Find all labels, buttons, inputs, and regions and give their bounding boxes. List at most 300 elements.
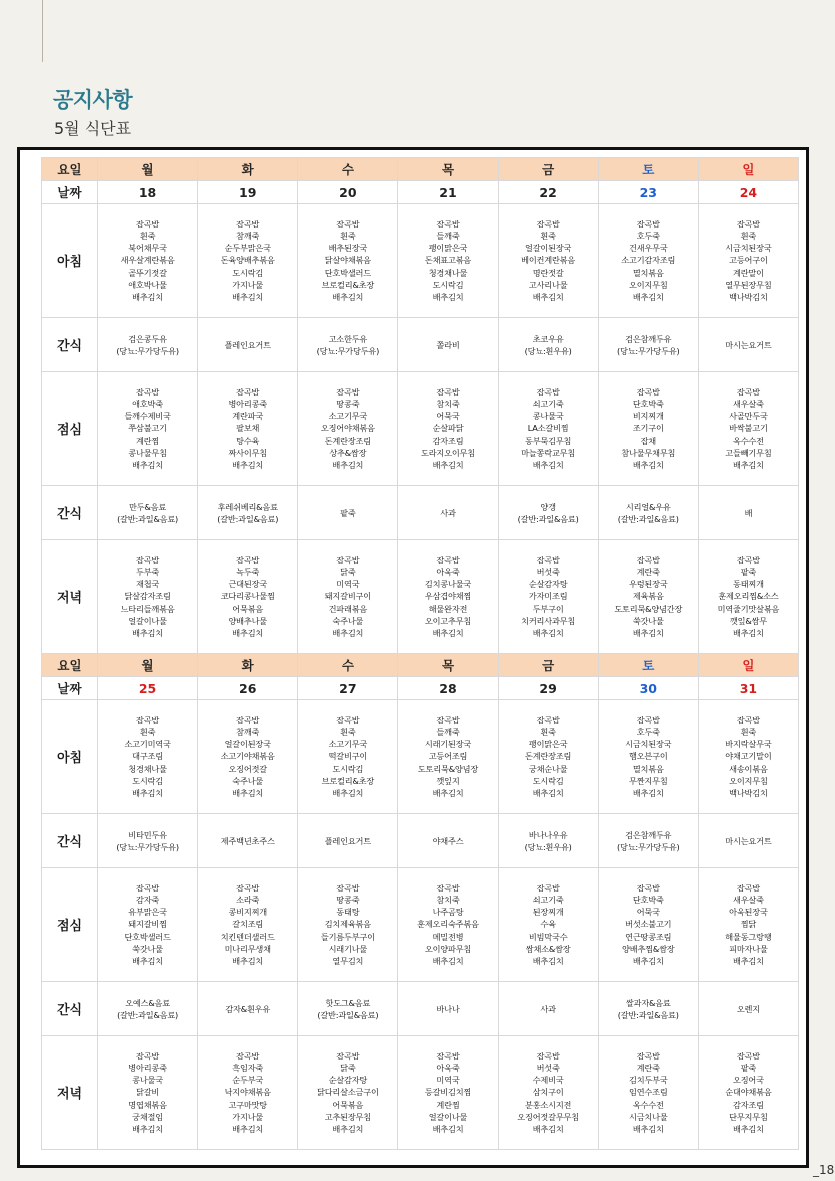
menu-item: 새우살계란볶음 [120,255,175,266]
menu-item: 짜사이무침 [228,447,267,458]
menu-item: 어묵볶음 [232,603,264,614]
menu-item: 골뚜기젓갈 [128,267,167,278]
menu-item: 청경채나물 [428,267,468,278]
menu-item: 오징어국 [733,1075,764,1086]
menu-cell [198,204,298,318]
menu-item: 우삼겹야채찜 [424,591,472,602]
snack-cell [598,486,698,540]
menu-item: 잡곡밥 [636,555,660,566]
menu-item: 어묵국 [636,907,660,918]
menu-item: 바나나 [436,1003,460,1014]
menu-item: 배추김치 [332,291,364,302]
menu-item: 고소한두유 [328,333,368,344]
menu-item: 훈제오리숙주볶음 [417,919,479,930]
menu-item: 옥수수전 [733,435,764,446]
menu-item: 잡곡밥 [736,715,760,726]
menu-item: 잡곡밥 [536,555,560,566]
menu-item: 대구조림 [132,751,163,762]
snack-cell [598,814,698,868]
date-cell: 25 [98,677,198,700]
meal-row [42,1036,799,1150]
menu-item: 쑥갓나물 [632,615,664,626]
menu-item: 팥죽 [740,1063,757,1074]
menu-item: 바지락살무국 [725,739,772,750]
menu-cell [598,1036,698,1150]
menu-item: 고구마맛탕 [228,1099,267,1110]
menu-item: 잡곡밥 [236,387,260,398]
menu-item: 쇠고기죽 [532,399,564,410]
menu-item: 백나박김치 [729,291,768,302]
menu-item: 고등어구이 [729,255,768,266]
menu-item: 제주백년초주스 [220,835,275,846]
menu-item: 잡곡밥 [436,1051,460,1062]
menu-item: 미역줄기맛살볶음 [717,603,780,614]
menu-item: 분홍소시지전 [525,1099,572,1110]
menu-item: 잡곡밥 [636,1051,660,1062]
menu-cell [298,204,398,318]
menu-table [41,157,799,1150]
menu-cell [598,372,698,486]
snack-cell [198,814,298,868]
menu-item: 열무김치 [332,955,364,966]
menu-item: 아욱죽 [436,1063,460,1074]
snack-row [42,318,799,372]
menu-item: 순살감자탕 [528,579,568,590]
menu-item: 잡곡밥 [136,219,160,230]
menu-item: 마시는요거트 [725,835,772,846]
menu-item: 백나박김치 [729,787,768,798]
menu-item: 단호박샐러드 [324,267,371,278]
menu-item: 잡곡밥 [136,715,160,726]
menu-item: 바싹불고기 [729,423,768,434]
menu-item: 콩나물무침 [128,447,167,458]
menu-item: 햄오븐구이 [629,751,668,762]
menu-item: 잡곡밥 [736,555,760,566]
menu-item: 배추김치 [332,1123,364,1134]
menu-item: 쇠고기죽 [532,895,564,906]
weekday-header: 토 [598,158,698,181]
menu-item: 배추김치 [532,459,564,470]
menu-item: 베이컨계란볶음 [521,255,576,266]
snack-row [42,982,799,1036]
menu-item: 배추김치 [632,459,664,470]
menu-item: 해물완자전 [428,603,468,614]
menu-item: 소고기미역국 [124,739,171,750]
menu-frame [17,147,809,1168]
menu-cell [98,204,198,318]
menu-item: 낙지야채볶음 [224,1087,271,1098]
menu-item: 깻잎지 [436,775,460,786]
menu-item: 배추김치 [632,627,664,638]
menu-item: 북어채무국 [128,243,167,254]
snack-cell [498,982,598,1036]
menu-item: 제육볶음 [632,591,664,602]
menu-item: 참깨죽 [236,727,260,738]
menu-item: 궁채순나물 [528,763,568,774]
menu-item: 찜닭 [740,919,757,930]
menu-item: 흑임자죽 [232,1063,264,1074]
menu-item: 닭죽 [340,1063,356,1074]
menu-item: 팥죽 [340,507,356,518]
menu-item: 플레인요거트 [224,339,271,350]
menu-item: 멸치볶음 [632,267,664,278]
menu-item: 감자죽 [136,895,160,906]
menu-item: 애호박나물 [128,279,167,290]
menu-item: 새우살죽 [733,399,764,410]
menu-item: 잡곡밥 [136,555,160,566]
menu-cell [498,372,598,486]
menu-item: 검은참깨두유 [625,333,672,344]
menu-item: 김치제육볶음 [324,919,371,930]
snack-cell [298,318,398,372]
menu-item: 소고기감자조림 [621,255,676,266]
menu-item: 잡곡밥 [736,1051,760,1062]
menu-item: 계란파국 [232,411,264,422]
menu-item: 단호박죽 [632,399,664,410]
menu-item: 등갈비김치찜 [424,1087,472,1098]
weekday-header: 일 [698,654,798,677]
menu-item: 닭죽 [340,567,356,578]
menu-item: 닭살야채볶음 [324,255,371,266]
snack-cell [98,486,198,540]
menu-item: 병아리콩죽 [228,399,267,410]
menu-item: 돈채표고볶음 [424,255,472,266]
menu-item: 팽이맑은국 [528,739,568,750]
menu-item: (당뇨:무가당두유) [316,345,380,356]
meal-row [42,540,799,654]
menu-item: 배추김치 [232,787,264,798]
snack-cell [498,814,598,868]
menu-item: 수제비국 [532,1075,564,1086]
menu-cell [198,540,298,654]
menu-item: 양배추나물 [228,615,267,626]
menu-item: 단무지무침 [729,1111,768,1122]
menu-item: 재첩국 [136,579,160,590]
menu-item: 나주곰탕 [432,907,464,918]
date-cell: 30 [598,677,698,700]
menu-item: 소라죽 [236,895,260,906]
menu-cell [498,540,598,654]
menu-cell [98,700,198,814]
menu-item: 배추김치 [432,787,464,798]
menu-item: (당뇨:무가당두유) [617,345,680,356]
menu-item: 배추김치 [632,1123,664,1134]
meal-row [42,204,799,318]
menu-item: 건새우무국 [629,243,668,254]
date-cell: 27 [298,677,398,700]
snack-cell [698,318,798,372]
menu-item: 시금치나물 [629,1111,668,1122]
menu-item: 잡곡밥 [436,555,460,566]
menu-item: 감자&흰우유 [225,1003,271,1014]
menu-item: (당뇨:무가당두유) [116,841,179,852]
menu-item: 가지나물 [232,279,264,290]
menu-cell [498,1036,598,1150]
menu-item: (갈반:과일&음료) [217,513,279,524]
menu-item: 닭갈비 [136,1087,160,1098]
menu-item: 잡곡밥 [236,219,260,230]
menu-item: 호두죽 [636,727,660,738]
menu-item: 잡곡밥 [536,883,560,894]
menu-item: 버섯소불고기 [625,919,672,930]
menu-item: 미나리무생채 [224,943,271,954]
menu-item: 배추김치 [432,291,464,302]
menu-cell [298,372,398,486]
date-cell: 26 [198,677,298,700]
snack-cell [398,814,498,868]
menu-item: 양갱 [540,501,556,512]
menu-item: (갈반:과일&음료) [117,513,179,524]
snack-cell [598,982,698,1036]
menu-item: (당뇨:흰우유) [524,841,572,852]
menu-cell [598,700,698,814]
menu-item: 단호박죽 [632,895,664,906]
menu-item: 도시락김 [132,775,163,786]
menu-cell [298,868,398,982]
menu-item: 핫도그&음료 [325,997,371,1008]
menu-item: 숙주나물 [332,615,364,626]
snack-cell [98,982,198,1036]
menu-item: 피마자나물 [729,943,768,954]
menu-item: 흰죽 [340,727,356,738]
menu-item: 돼지갈비찜 [128,919,167,930]
menu-item: 시금치된장국 [625,739,672,750]
menu-item: 배추김치 [132,955,163,966]
menu-item: 잡곡밥 [436,219,460,230]
menu-item: (당뇨:흰우유) [524,345,572,356]
menu-item: 잡곡밥 [636,387,660,398]
menu-item: 돼지갈비구이 [324,591,371,602]
menu-item: 배추김치 [132,291,163,302]
weekday-header: 금 [498,654,598,677]
menu-item: 흰죽 [139,231,156,242]
menu-item: 배추김치 [332,459,364,470]
meal-label: 점심 [42,372,98,486]
menu-item: 치커리사과무침 [521,615,576,626]
menu-item: 가자미조림 [528,591,568,602]
menu-item: 팔보채 [236,423,260,434]
menu-item: 시리얼&우유 [625,501,671,512]
menu-item: 쭈삼불고기 [128,423,167,434]
date-cell: 22 [498,181,598,204]
menu-item: 흰죽 [740,231,757,242]
weekday-header: 수 [298,654,398,677]
date-cell: 20 [298,181,398,204]
menu-item: 배추김치 [432,627,464,638]
menu-item: 사과 [540,1003,556,1014]
menu-item: 비지찌개 [632,411,664,422]
menu-item: 배추김치 [232,459,264,470]
menu-cell [398,204,498,318]
menu-item: 잡곡밥 [336,219,360,230]
menu-item: 된장찌개 [532,907,564,918]
menu-item: 순두부맑은국 [224,243,271,254]
menu-item: 애호박죽 [132,399,163,410]
menu-item: (당뇨:무가당두유) [116,345,179,356]
menu-item: 배추김치 [733,1123,764,1134]
menu-item: 잡곡밥 [736,387,760,398]
menu-item: 참나물무채무침 [621,447,676,458]
menu-item: 배추김치 [232,1123,264,1134]
menu-item: 궁채절임 [132,1111,163,1122]
menu-cell [698,1036,798,1150]
menu-item: 고추된장무침 [324,1111,371,1122]
menu-item: 배 [744,507,753,518]
snack-cell [298,486,398,540]
menu-item: 배추김치 [532,955,564,966]
menu-item: 검은콩두유 [128,333,167,344]
date-cell: 24 [698,181,798,204]
menu-item: 숙주나물 [232,775,264,786]
snack-cell [698,486,798,540]
menu-item: 잡곡밥 [336,1051,360,1062]
menu-item: 잡곡밥 [636,715,660,726]
menu-item: 흰죽 [340,231,356,242]
menu-cell [298,540,398,654]
menu-item: 후레쉬베리&음료 [217,501,278,512]
date-cell: 19 [198,181,298,204]
menu-item: 배추김치 [432,955,464,966]
menu-item: 상추&쌈장 [329,447,367,458]
menu-item: 배추김치 [432,459,464,470]
weekday-header: 월 [98,158,198,181]
meal-row [42,700,799,814]
menu-item: 도시락김 [332,763,364,774]
date-cell: 23 [598,181,698,204]
menu-item: 치킨텐더샐러드 [220,931,275,942]
menu-cell [298,700,398,814]
menu-item: 배추된장국 [328,243,368,254]
menu-item: (갈반:과일&음료) [617,513,679,524]
menu-item: 계란죽 [636,567,660,578]
menu-item: 오징어젓갈무무침 [517,1111,579,1122]
menu-item: 얼갈이나물 [428,1111,468,1122]
menu-item: 사골만두국 [729,411,768,422]
menu-item: 잡곡밥 [736,219,760,230]
menu-item: 잡채 [640,435,656,446]
menu-item: 떡갈비구이 [328,751,368,762]
menu-cell [698,540,798,654]
menu-item: 오이양파무침 [424,943,472,954]
menu-cell [598,868,698,982]
menu-item: 조기구이 [632,423,664,434]
menu-item: LA소갈비찜 [527,423,569,434]
menu-item: 비타민두유 [128,829,167,840]
day-label: 요일 [42,158,98,181]
menu-item: 김치두부국 [629,1075,668,1086]
snack-cell [398,982,498,1036]
menu-item: 야채주스 [432,835,464,846]
menu-item: 계란찜 [436,1099,460,1110]
menu-item: 돈계란장조림 [324,435,371,446]
menu-item: 팽이맑은국 [428,243,468,254]
menu-item: 삼치구이 [532,1087,564,1098]
menu-item: 잡곡밥 [336,555,360,566]
menu-item: (갈반:과일&음료) [117,1009,179,1020]
menu-item: 배추김치 [733,627,764,638]
menu-item: 참깨죽 [236,231,260,242]
menu-item: 잡곡밥 [636,219,660,230]
menu-item: 오징어젓갈 [228,763,267,774]
menu-item: 김치콩나물국 [424,579,472,590]
menu-item: 흰죽 [740,727,757,738]
meal-label: 아침 [42,700,98,814]
menu-item: 도시락김 [532,775,564,786]
meal-label: 저녁 [42,1036,98,1150]
menu-item: 녹두죽 [236,567,260,578]
menu-cell [398,540,498,654]
menu-item: 배추김치 [332,787,364,798]
menu-item: 잡곡밥 [536,1051,560,1062]
menu-item: 배추김치 [532,627,564,638]
menu-item: 도토리묵&양념간장 [614,603,683,614]
menu-cell [98,372,198,486]
menu-item: 잡곡밥 [336,883,360,894]
menu-item: 팥죽 [740,567,757,578]
menu-item: 도시락김 [432,279,464,290]
menu-item: 잡곡밥 [436,387,460,398]
menu-cell [698,700,798,814]
menu-item: 배추김치 [132,787,163,798]
menu-item: 미역국 [436,1075,460,1086]
snack-cell [698,982,798,1036]
menu-item: 배추김치 [733,459,764,470]
menu-item: 들깨수제비국 [124,411,171,422]
snack-cell [198,982,298,1036]
menu-cell [598,204,698,318]
page-number: _18 [813,1163,835,1177]
menu-item: 깻잎&쌈무 [729,615,767,626]
menu-item: (갈반:과일&음료) [317,1009,379,1020]
date-cell: 21 [398,181,498,204]
weekday-header: 일 [698,158,798,181]
menu-cell [698,868,798,982]
menu-item: 새우살죽 [733,895,764,906]
menu-item: 잡곡밥 [236,555,260,566]
menu-item: 동부묵김무침 [525,435,572,446]
menu-item: 배추김치 [632,291,664,302]
menu-item: 명엽채볶음 [128,1099,167,1110]
menu-item: 쌀과자&음료 [625,997,671,1008]
snack-cell [298,982,398,1036]
menu-item: 두부죽 [136,567,160,578]
menu-item: 들깨죽 [436,231,460,242]
menu-item: 흰죽 [540,231,556,242]
menu-item: 배추김치 [132,1123,163,1134]
page-title: 공지사항 [53,88,133,112]
menu-item: 흰죽 [139,727,156,738]
menu-item: 임연수조림 [629,1087,668,1098]
menu-item: 잡곡밥 [136,883,160,894]
menu-item: 들기름두부구이 [320,931,375,942]
menu-item: 검은참깨두유 [625,829,672,840]
menu-item: 잡곡밥 [636,883,660,894]
menu-item: (당뇨:무가당두유) [617,841,680,852]
menu-item: 참치죽 [436,399,460,410]
menu-item: 동태탕 [336,907,360,918]
menu-item: (갈반:과일&음료) [617,1009,679,1020]
menu-item: 호두죽 [636,231,660,242]
menu-item: 고등어조림 [428,751,468,762]
menu-item: 갈치조림 [232,919,264,930]
date-label: 날짜 [42,181,98,204]
snack-cell [398,486,498,540]
menu-item: 잡곡밥 [536,715,560,726]
menu-item: 오이고추무침 [424,615,472,626]
menu-item: 마늘쫑락교무침 [521,447,576,458]
snack-cell [198,318,298,372]
snack-cell [398,318,498,372]
